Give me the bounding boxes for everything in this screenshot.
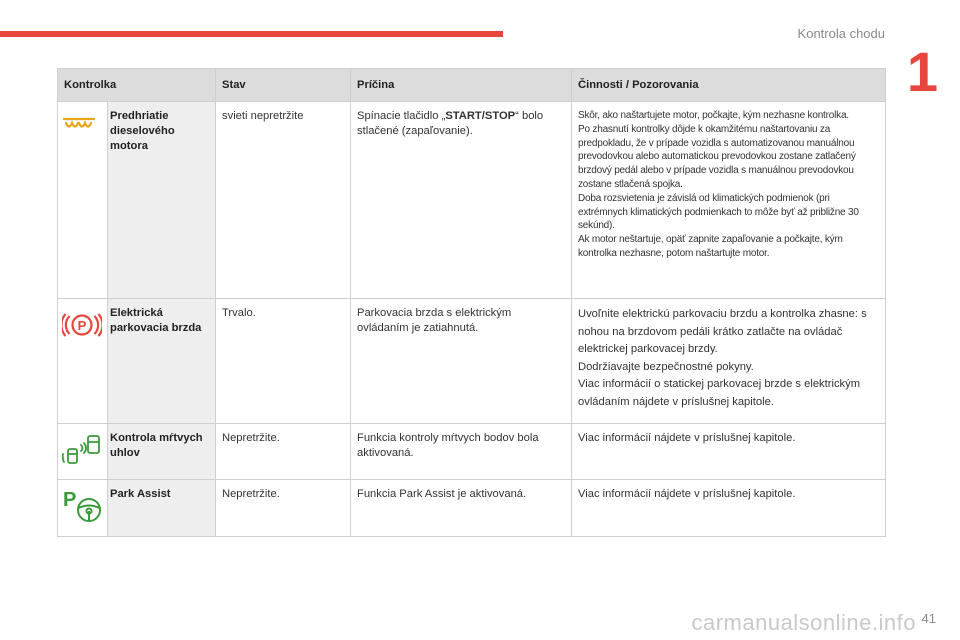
icon-cell (58, 102, 108, 299)
cause-cell (351, 102, 572, 299)
state-cell: svieti nepretržite (216, 102, 351, 299)
action-line: Dodržiavajte bezpečnostné pokyny. (578, 360, 754, 373)
icon-cell (58, 424, 108, 480)
actions-cell (572, 102, 886, 299)
header-accent-bar (0, 31, 503, 37)
actions-cell: Viac informácií nájdete v príslušnej kapitole. (572, 424, 886, 480)
icon-cell (58, 299, 108, 424)
page-number: 41 (921, 611, 936, 626)
icon-cell (58, 480, 108, 537)
cause-text: “ bolo stlačené (zapaľovanie). (357, 110, 544, 137)
actions-cell (572, 299, 886, 424)
cause-cell: Parkovacia brzda s elektrickým ovládaním je zatiahnutá. (351, 299, 572, 424)
column-header-cause: Príčina (351, 69, 572, 102)
table-row (58, 424, 886, 480)
action-line: Ak motor neštartuje, opäť zapnite zapaľovanie a počkajte, kým kontrolka nezhasne, potom naštartujte motor. (578, 234, 843, 259)
state-cell: Trvalo. (216, 299, 351, 424)
start-stop-label: START/STOP (445, 110, 516, 122)
indicator-name: Elektrická parkovacia brzda (108, 299, 216, 424)
action-line: Doba rozsvietenia je závislá od klimatických podmienok (pri extrémnych klimatických podmienkach to môže byť až približne 30 sekúnd). (578, 192, 859, 232)
column-header-indicator: Kontrolka (58, 69, 216, 102)
section-title: Kontrola chodu (797, 26, 885, 41)
cause-cell: Funkcia kontroly mŕtvych bodov bola aktivovaná. (351, 424, 572, 480)
table-row (58, 102, 886, 299)
table-header-row (58, 69, 886, 102)
action-line: Po zhasnutí kontrolky dôjde k okamžitému naštartovaniu za predpokladu, že v prípade vozidla s automatizovanou manuálnou prevodovkou alebo automatickou prevodovkou zostane zatlačený brzdový pedál alebo v prípade vozidla s manuálnou prevodovkou zostane stlačená spojka. (578, 123, 856, 190)
state-cell: Nepretržite. (216, 424, 351, 480)
blind-spot-monitoring-icon (62, 432, 104, 466)
column-header-actions: Činnosti / Pozorovania (572, 69, 886, 102)
state-cell: Nepretržite. (216, 480, 351, 537)
park-assist-icon (62, 488, 104, 524)
cause-cell: Funkcia Park Assist je aktivovaná. (351, 480, 572, 537)
action-line: Viac informácií o statickej parkovacej brzde s elektrickým ovládaním nájdete v príslušnej kapitole. (578, 378, 861, 408)
table-row (58, 299, 886, 424)
glow-plug-icon (62, 110, 96, 134)
watermark: carmanualsonline.info (691, 610, 916, 635)
indicator-name: Predhriatie dieselového motora (108, 102, 216, 299)
svg-text:P: P (77, 318, 87, 333)
electric-parking-brake-icon (62, 311, 102, 339)
svg-text:P: P (63, 489, 77, 511)
chapter-number: 1 (906, 40, 938, 103)
indicator-name: Park Assist (108, 480, 216, 537)
actions-cell: Viac informácií nájdete v príslušnej kapitole. (572, 480, 886, 537)
table-row (58, 480, 886, 537)
column-header-state: Stav (216, 69, 351, 102)
action-line: Uvoľnite elektrickú parkovaciu brzdu a kontrolka zhasne: s nohou na brzdovom pedáli krátko zatlačte na ovládač elektrickej parkovacej brzdy. (578, 308, 867, 355)
warning-lights-table (57, 68, 886, 537)
cause-text: Spínacie tlačidlo „ (357, 110, 446, 122)
action-line: Skôr, ako naštartujete motor, počkajte, kým nezhasne kontrolka. (578, 110, 849, 121)
indicator-name: Kontrola mŕtvych uhlov (108, 424, 216, 480)
